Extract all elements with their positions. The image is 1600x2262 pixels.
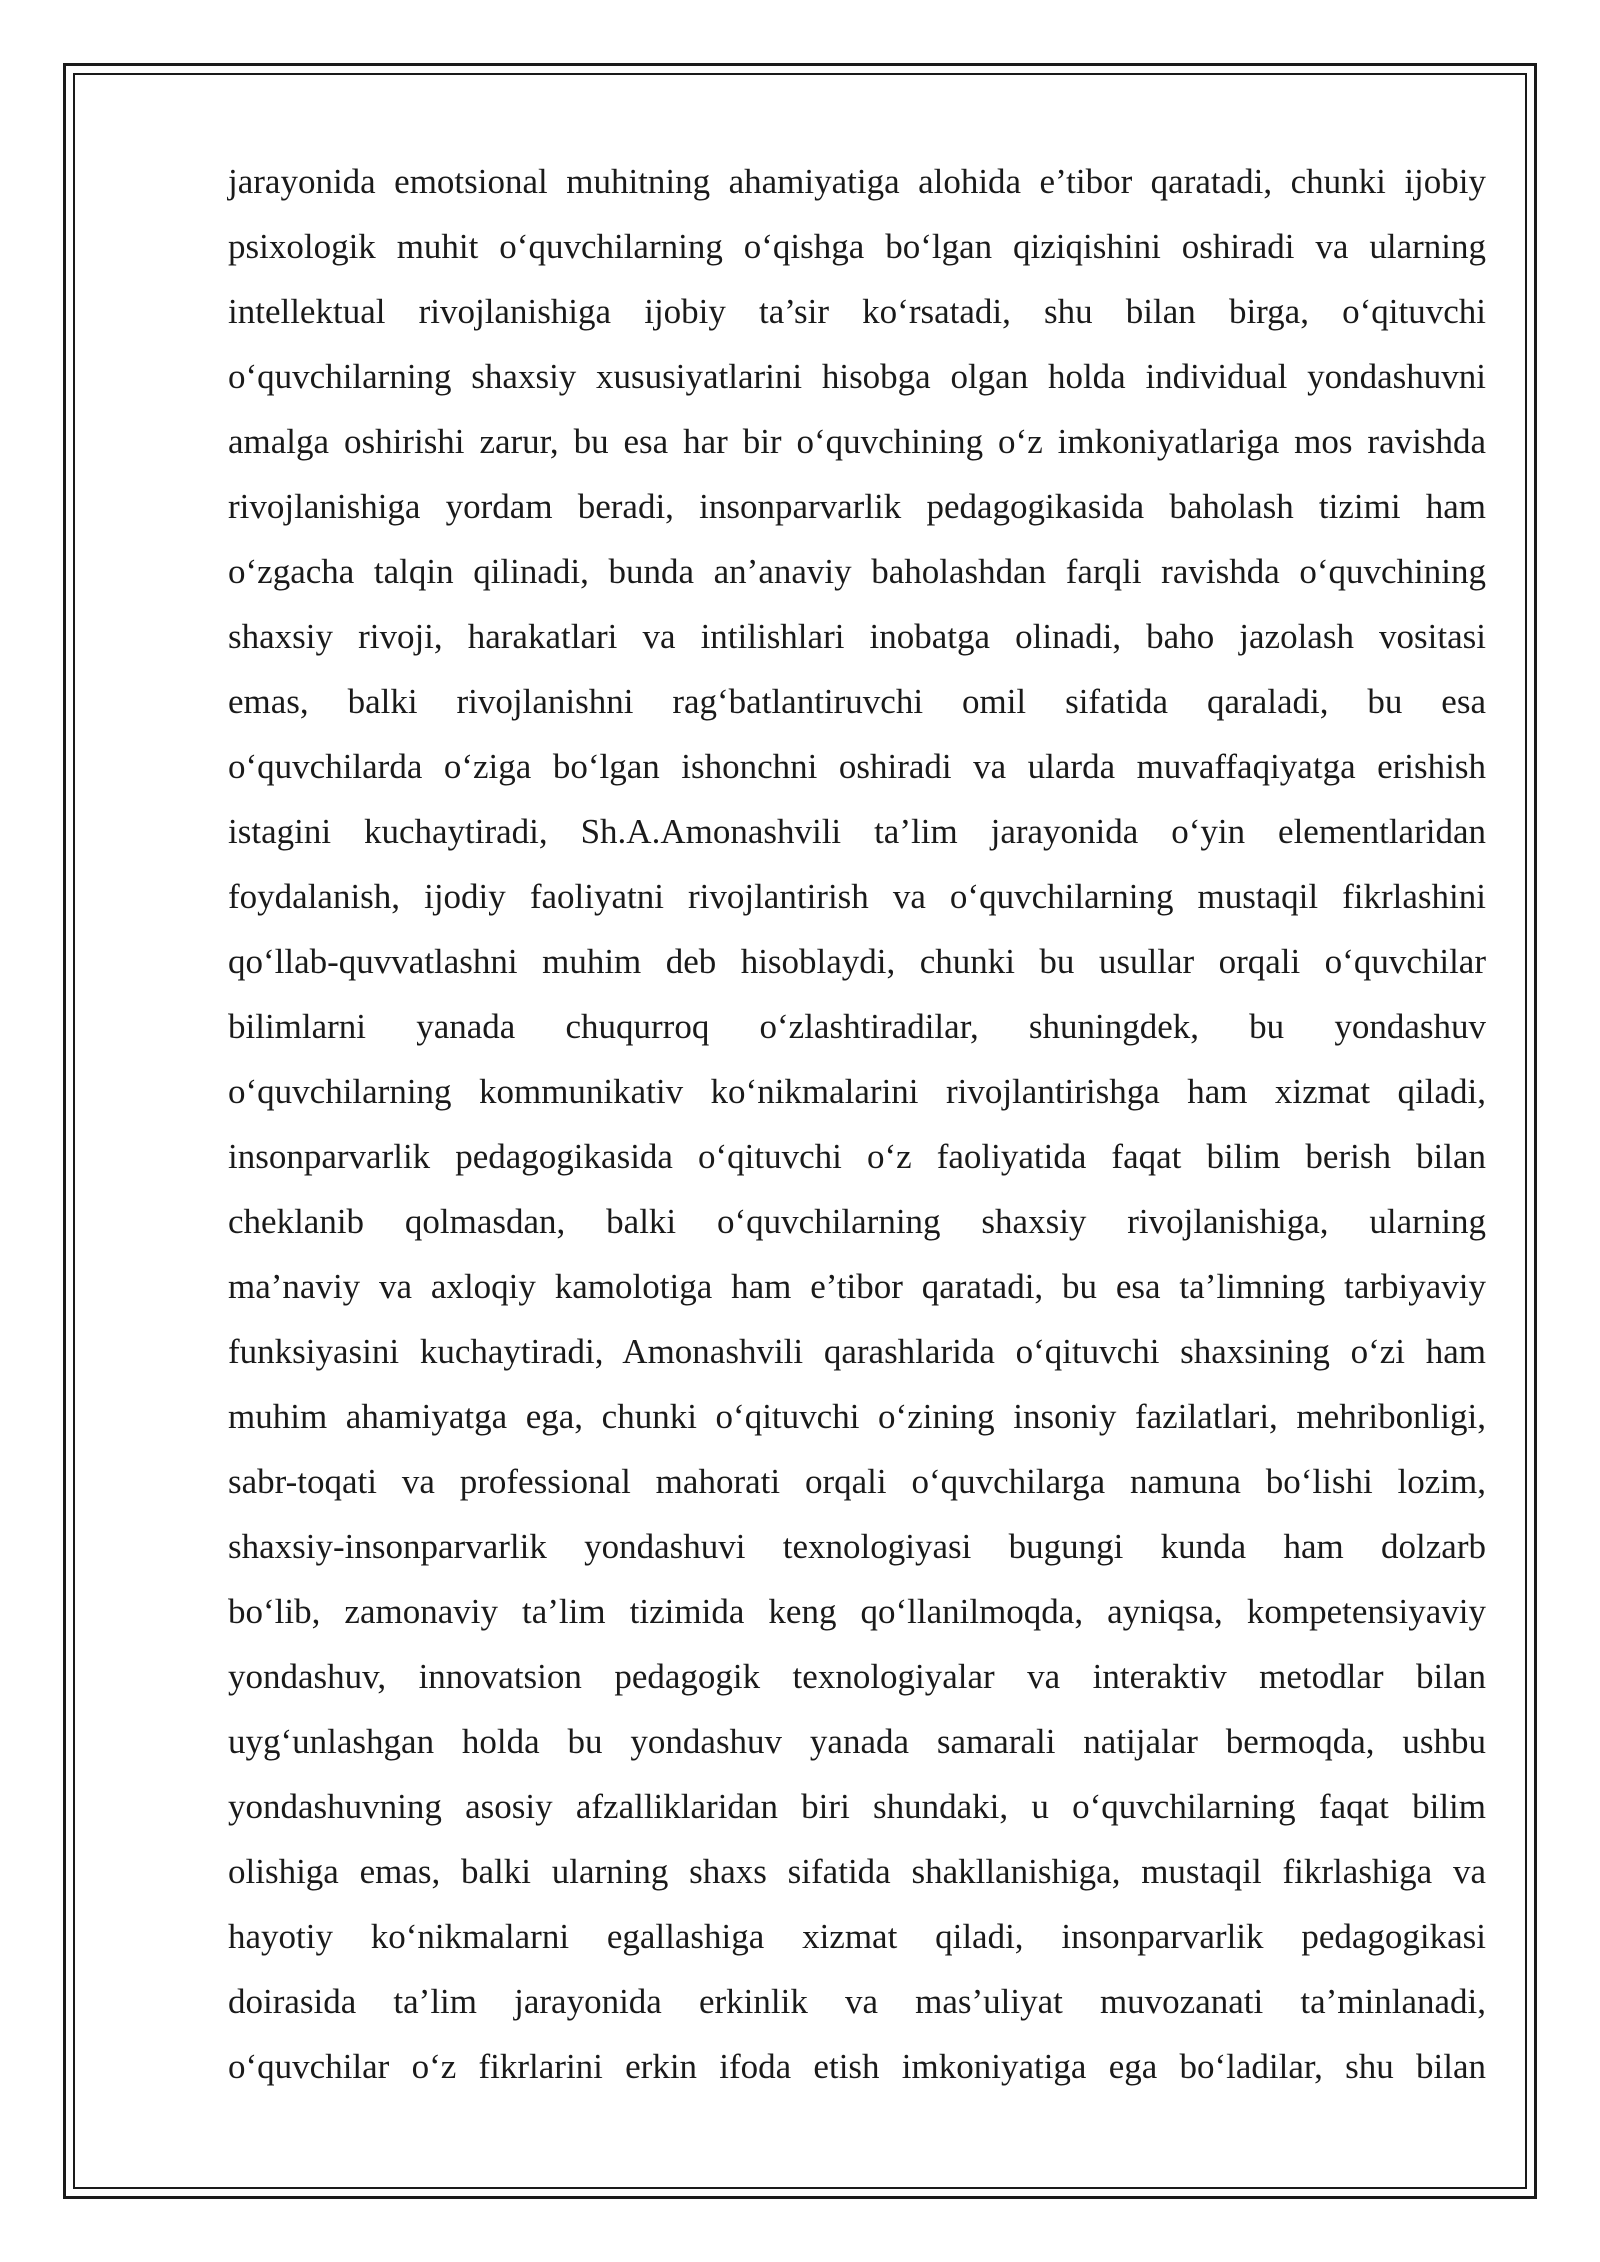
- text-line: istagini kuchaytiradi, Sh.A.Amonashvili ta’lim jarayonida o‘yin elementlaridan: [228, 812, 1486, 851]
- text-line: foydalanish, ijodiy faoliyatni rivojlantirish va o‘quvchilarning mustaqil fikrlashini: [228, 877, 1486, 916]
- text-line: qo‘llab-quvvatlashni muhim deb hisoblaydi, chunki bu usullar orqali o‘quvchilar: [228, 942, 1486, 981]
- text-line: insonparvarlik pedagogikasida o‘qituvchi o‘z faoliyatida faqat bilim berish bilan: [228, 1137, 1486, 1176]
- text-line: jarayonida emotsional muhitning ahamiyatiga alohida e’tibor qaratadi, chunki ijobiy: [228, 162, 1486, 201]
- text-line: o‘quvchilarda o‘ziga bo‘lgan ishonchni oshiradi va ularda muvaffaqiyatga erishish: [228, 747, 1486, 786]
- text-line: o‘quvchilarning shaxsiy xususiyatlarini hisobga olgan holda individual yondashuvni: [228, 357, 1486, 396]
- text-line: sabr-toqati va professional mahorati orqali o‘quvchilarga namuna bo‘lishi lozim,: [228, 1462, 1486, 1501]
- text-line: rivojlanishiga yordam beradi, insonparvarlik pedagogikasida baholash tizimi ham: [228, 487, 1486, 526]
- text-line: amalga oshirishi zarur, bu esa har bir o‘quvchining o‘z imkoniyatlariga mos ravishda: [228, 422, 1486, 461]
- body-paragraph: [228, 149, 1486, 2099]
- text-line: o‘quvchilarning kommunikativ ko‘nikmalarini rivojlantirishga ham xizmat qiladi,: [228, 1072, 1486, 1111]
- text-line: psixologik muhit o‘quvchilarning o‘qishga bo‘lgan qiziqishini oshiradi va ularning: [228, 227, 1486, 266]
- text-line: doirasida ta’lim jarayonida erkinlik va mas’uliyat muvozanati ta’minlanadi,: [228, 1982, 1486, 2021]
- text-line: emas, balki rivojlanishni rag‘batlantiruvchi omil sifatida qaraladi, bu esa: [228, 682, 1486, 721]
- text-line: yondashuvning asosiy afzalliklaridan biri shundaki, u o‘quvchilarning faqat bilim: [228, 1787, 1486, 1826]
- text-line: uyg‘unlashgan holda bu yondashuv yanada samarali natijalar bermoqda, ushbu: [228, 1722, 1486, 1761]
- text-line: hayotiy ko‘nikmalarni egallashiga xizmat qiladi, insonparvarlik pedagogikasi: [228, 1917, 1486, 1956]
- text-line: cheklanib qolmasdan, balki o‘quvchilarning shaxsiy rivojlanishiga, ularning: [228, 1202, 1486, 1241]
- text-line: shaxsiy-insonparvarlik yondashuvi texnologiyasi bugungi kunda ham dolzarb: [228, 1527, 1486, 1566]
- text-line: shaxsiy rivoji, harakatlari va intilishlari inobatga olinadi, baho jazolash vositasi: [228, 617, 1486, 656]
- text-line: olishiga emas, balki ularning shaxs sifatida shakllanishiga, mustaqil fikrlashiga va: [228, 1852, 1486, 1891]
- text-line: funksiyasini kuchaytiradi, Amonashvili qarashlarida o‘qituvchi shaxsining o‘zi ham: [228, 1332, 1486, 1371]
- text-line: bilimlarni yanada chuqurroq o‘zlashtiradilar, shuningdek, bu yondashuv: [228, 1007, 1486, 1046]
- text-line: o‘quvchilar o‘z fikrlarini erkin ifoda etish imkoniyatiga ega bo‘ladilar, shu bilan: [228, 2047, 1486, 2086]
- text-line: muhim ahamiyatga ega, chunki o‘qituvchi o‘zining insoniy fazilatlari, mehribonligi,: [228, 1397, 1486, 1436]
- text-line: bo‘lib, zamonaviy ta’lim tizimida keng qo‘llanilmoqda, ayniqsa, kompetensiyaviy: [228, 1592, 1486, 1631]
- text-line: intellektual rivojlanishiga ijobiy ta’sir ko‘rsatadi, shu bilan birga, o‘qituvchi: [228, 292, 1486, 331]
- text-line: o‘zgacha talqin qilinadi, bunda an’anaviy baholashdan farqli ravishda o‘quvchining: [228, 552, 1486, 591]
- text-line: ma’naviy va axloqiy kamolotiga ham e’tibor qaratadi, bu esa ta’limning tarbiyaviy: [228, 1267, 1486, 1306]
- text-line: yondashuv, innovatsion pedagogik texnologiyalar va interaktiv metodlar bilan: [228, 1657, 1486, 1696]
